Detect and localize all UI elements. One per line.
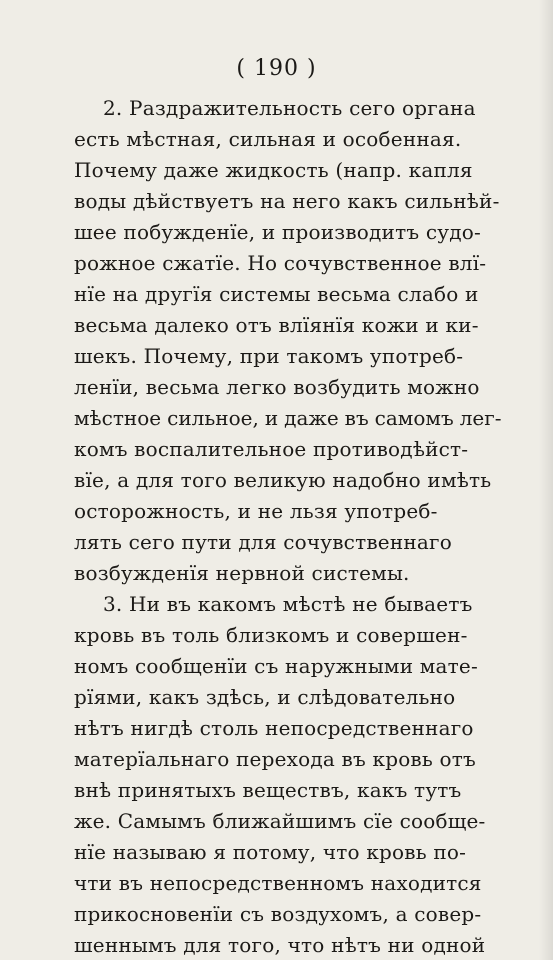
- text-line: лять сего пути для сочувственнаго: [74, 530, 452, 554]
- text-line: нїе называю я потому, что кровь по-: [74, 840, 467, 864]
- text-line: прикосновенїи съ воздухомъ, а совер-: [74, 902, 482, 926]
- text-line: матерїальнаго перехода въ кровь отъ: [74, 747, 476, 771]
- page-edge-shadow: [539, 0, 553, 960]
- text-line: шее побужденїе, и производитъ судо-: [74, 220, 481, 244]
- text-line: кровь въ толь близкомъ и совершен-: [74, 623, 468, 647]
- text-line: рїями, какъ здѣсь, и слѣдовательно: [74, 685, 456, 709]
- text-line: есть мѣстная, сильная и особенная.: [74, 127, 462, 151]
- text-line: нїе на другїя системы весьма слабо и: [74, 282, 479, 306]
- text-line: чти въ непосредственномъ находится: [74, 871, 482, 895]
- text-line: шекъ. Почему, при такомъ употреб-: [74, 344, 464, 368]
- text-line: 3. Ни въ какомъ мѣстѣ не бываетъ: [103, 592, 473, 616]
- text-line: мѣстное сильное, и даже въ самомъ лег-: [74, 406, 502, 430]
- text-line: рожное сжатїе. Но сочувственное влї-: [74, 251, 487, 275]
- text-line: ленїи, весьма легко возбудить можно: [74, 375, 480, 399]
- text-line: 2. Раздражительность сего органа: [103, 96, 476, 120]
- text-line: комъ воспалительное противодѣйст-: [74, 437, 469, 461]
- text-line: весьма далеко отъ влїянїя кожи и ки-: [74, 313, 479, 337]
- text-line: вїе, а для того великую надобно имѣть: [74, 468, 492, 492]
- text-line: шеннымъ для того, что нѣтъ ни одной: [74, 933, 486, 957]
- text-line: Почему даже жидкость (напр. капля: [74, 158, 473, 182]
- text-line: нѣтъ нигдѣ столь непосредственнаго: [74, 716, 474, 740]
- text-line: возбужденїя нервной системы.: [74, 561, 410, 585]
- text-line: осторожность, и не льзя употреб-: [74, 499, 438, 523]
- text-line: же. Самымъ ближайшимъ сїе сообще-: [74, 809, 486, 833]
- text-line: внѣ принятыхъ веществъ, какъ тутъ: [74, 778, 462, 802]
- page-number: ( 190 ): [236, 56, 317, 81]
- text-line: номъ сообщенїи съ наружными мате-: [74, 654, 478, 678]
- text-line: воды дѣйствуетъ на него какъ сильнѣй-: [74, 189, 500, 213]
